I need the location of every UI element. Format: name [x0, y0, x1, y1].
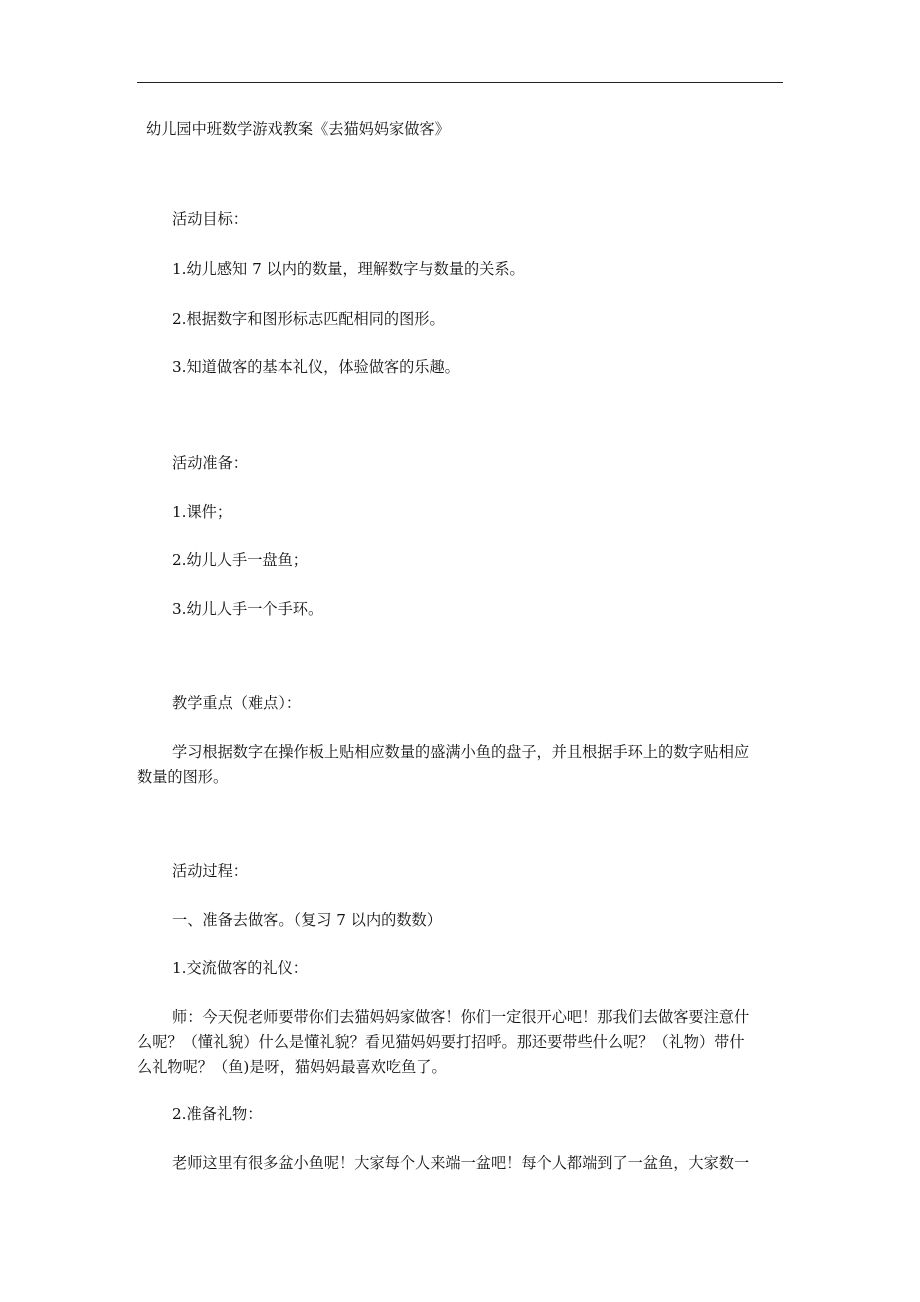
prep-item: 1.课件；	[172, 503, 233, 521]
goal-item: 1.幼儿感知 7 以内的数量，理解数字与数量的关系。	[172, 260, 525, 278]
gift-text-line: 老师这里有很多盆小鱼呢！大家每个人来端一盆吧！每个人都端到了一盆鱼，大家数一	[172, 1154, 750, 1172]
goal-item: 3.知道做客的基本礼仪，体验做客的乐趣。	[172, 358, 460, 376]
prep-item: 2.幼儿人手一盘鱼；	[172, 551, 308, 569]
focus-heading: 教学重点（难点）：	[172, 694, 302, 712]
dialog-text-line: 么礼物呢？（鱼)是呀，猫妈妈最喜欢吃鱼了。	[137, 1058, 447, 1076]
step-heading: 一、准备去做客。（复习 7 以内的数数）	[172, 911, 442, 929]
dialog-text-line: 么呢？（懂礼貌）什么是懂礼貌？看见猫妈妈要打招呼。那还要带些什么呢？（礼物）带什	[137, 1033, 745, 1051]
dialog-text-line: 师：今天倪老师要带你们去猫妈妈家做客！你们一定很开心吧！那我们去做客要注意什	[172, 1008, 750, 1026]
process-heading: 活动过程：	[172, 862, 248, 880]
header-rule	[137, 82, 783, 83]
sub-step-heading: 2.准备礼物：	[172, 1105, 263, 1123]
sub-step-heading: 1.交流做客的礼仪：	[172, 959, 308, 977]
document-title: 幼儿园中班数学游戏教案《去猫妈妈家做客》	[146, 120, 450, 138]
focus-text-line: 学习根据数字在操作板上贴相应数量的盛满小鱼的盘子，并且根据手环上的数字贴相应	[172, 743, 750, 761]
focus-text-line: 数量的图形。	[137, 768, 229, 786]
prep-heading: 活动准备：	[172, 454, 248, 472]
goal-item: 2.根据数字和图形标志匹配相同的图形。	[172, 310, 445, 328]
goals-heading: 活动目标：	[172, 210, 248, 228]
prep-item: 3.幼儿人手一个手环。	[172, 600, 324, 618]
